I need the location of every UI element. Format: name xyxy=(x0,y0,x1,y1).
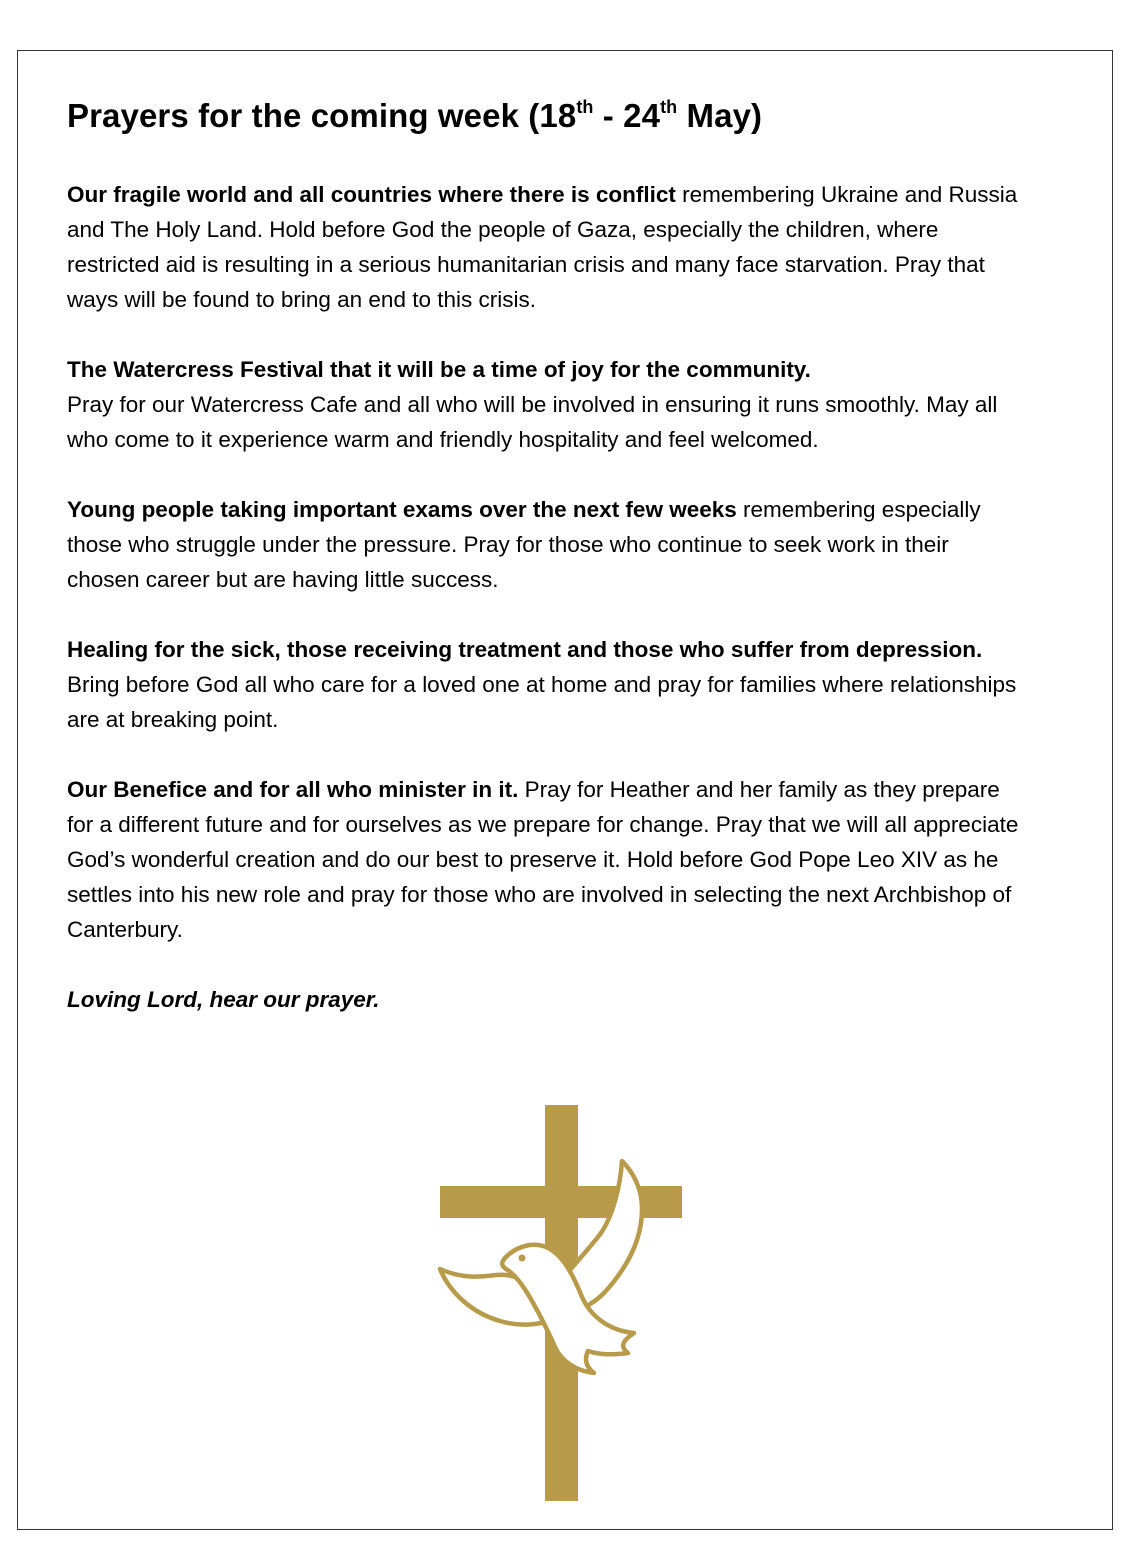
prayer-heading: Healing for the sick, those receiving treatment and those who suffer from depression. xyxy=(67,637,983,662)
prayer-sheet xyxy=(67,88,1027,1017)
prayer-watercress-festival xyxy=(67,352,1027,457)
dove-eye xyxy=(519,1255,526,1262)
closing-response: Loving Lord, hear our prayer. xyxy=(67,987,380,1012)
ordinal-suffix: th xyxy=(660,97,678,117)
prayer-body: Pray for Heather and her family as they prepare for a different future and for ourselves as we prepare for change. Pray that we will all appreciate God’s wonderful creation and do our best to preserve it. Hold before God Pope Leo XIV as he settles into his new role and pray for those who are involved in selecting the next Archbishop of Canterbury. xyxy=(67,777,1019,942)
prayer-body: remembering Ukraine and Russia and The Holy Land. Hold before God the people of Gaza, especially the children, where restricted aid is resulting in a serious humanitarian crisis and many face starvation. Pray that ways will be found to bring an end to this crisis. xyxy=(67,182,1018,312)
prayer-young-people xyxy=(67,492,1027,597)
prayer-body: remembering especially those who struggle under the pressure. Pray for those who continue to seek work in their chosen career but are having little success. xyxy=(67,497,981,592)
prayer-body: Bring before God all who care for a loved one at home and pray for families where relationships are at breaking point. xyxy=(67,672,1017,732)
prayer-heading: Our Benefice and for all who minister in it. xyxy=(67,777,519,802)
prayer-healing xyxy=(67,632,1027,737)
ordinal-suffix: th xyxy=(576,97,594,117)
prayer-heading: Our fragile world and all countries where there is conflict xyxy=(67,182,676,207)
cross-horizontal-beam xyxy=(440,1186,682,1218)
cross-with-dove-icon xyxy=(436,1105,686,1503)
prayer-world-conflict xyxy=(67,177,1027,317)
page-title: Prayers for the coming week (18th - 24th May) xyxy=(67,97,763,134)
prayer-heading: Young people taking important exams over the next few weeks xyxy=(67,497,737,522)
prayer-heading: The Watercress Festival that it will be a time of joy for the community. xyxy=(67,357,811,382)
prayer-body: Pray for our Watercress Cafe and all who will be involved in ensuring it runs smoothly. May all who come to it experience warm and friendly hospitality and feel welcomed. xyxy=(67,392,998,452)
prayer-benefice xyxy=(67,772,1027,947)
